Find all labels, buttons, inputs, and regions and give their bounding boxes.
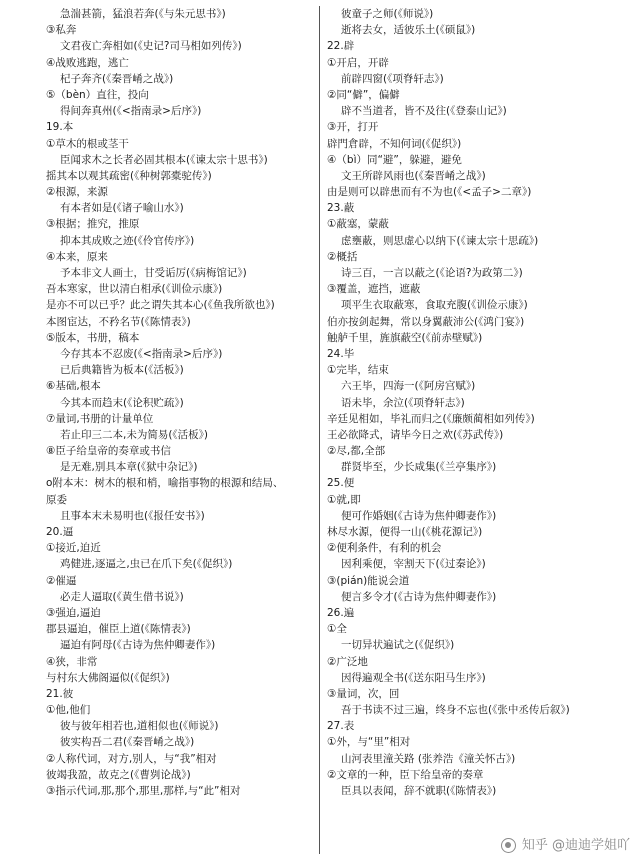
column-divider <box>319 6 320 854</box>
text-line: 25.便 <box>327 477 355 490</box>
text-line: ③指示代词,那,那个,那里,那样,与“此”相对 <box>46 785 241 797</box>
text-line: 辛廷见相如，毕礼而归之(《廉颇蔺相如列传》) <box>327 412 535 425</box>
text-line: 文君夜亡奔相如(《史记?司马相如列传》) <box>60 40 242 53</box>
text-line: 一切异状遍试之(《促织》) <box>341 639 455 652</box>
text-line: 22.辟 <box>327 40 355 53</box>
text-line: ②催逼 <box>46 574 77 587</box>
text-line: 辟門倉辟，不知何词(《促织》) <box>327 137 462 150</box>
text-line: ④本来，原来 <box>46 250 108 263</box>
text-line: 群贤毕至，少长咸集(《兰亭集序》) <box>341 461 497 474</box>
text-line: 语未毕，余泣(《项脊轩志》) <box>341 396 465 409</box>
text-line: 摇其本以观其疏密(《种树郭橐驼传》) <box>46 169 212 182</box>
text-line: ②根源，来源 <box>46 186 108 199</box>
text-line: ⑥基础,根本 <box>46 380 101 393</box>
text-line: 王必欲降式，请毕今日之欢(《苏武传》) <box>327 428 504 441</box>
text-line: 便可作婚姻(《古诗为焦仲卿妻作》) <box>341 509 497 522</box>
zhihu-logo-icon <box>501 838 516 853</box>
text-line: 便言多令才(《古诗为焦仲卿妻作》) <box>341 590 497 603</box>
text-line: ④狭，非常 <box>46 655 98 668</box>
text-line: 已后典籍皆为板本(《活板》) <box>60 364 184 377</box>
text-line: 19.本 <box>46 121 74 134</box>
text-line: ②概括 <box>327 250 358 263</box>
text-line: ③量词，次，回 <box>327 687 400 700</box>
text-line: 24.毕 <box>327 347 355 360</box>
text-line: 21.彼 <box>46 687 74 700</box>
text-line: 今其本而趋末(《论积贮疏》) <box>60 396 184 409</box>
text-line: 彼与彼年相若也,道相似也(《师说》) <box>60 720 219 733</box>
text-line: 前辟四窗(《项脊轩志》) <box>341 72 444 85</box>
text-line: 虑壅蔽，则思虚心以纳下(《谏太宗十思疏》) <box>341 234 539 247</box>
text-line: 20.逼 <box>46 526 74 538</box>
text-line: 鸡健进,逐逼之,虫已在爪下矣(《促织》) <box>60 558 233 571</box>
text-line: 本图宦达，不矜名节(《陈情表》) <box>46 315 191 328</box>
text-line: 郡县逼迫，催臣上道(《陈情表》) <box>46 623 191 636</box>
text-line: ①他,他们 <box>46 704 91 717</box>
text-line: 是亦不可以已乎？此之谓失其本心(《鱼我所欲也》) <box>46 299 275 312</box>
text-line: ⑧臣子给皇帝的奏章或书信 <box>46 445 171 458</box>
watermark-text: 知乎 @迪迪学姐吖 <box>521 837 630 853</box>
text-line: 山河表里潼关路 (张养浩《潼关怀古》) <box>341 752 516 765</box>
text-line: 辟不当道者，皆不及往(《登泰山记》) <box>341 105 507 118</box>
text-line: 林尽水源，便得一山(《桃花源记》) <box>327 526 483 538</box>
text-line: 与村东大佛阁逼似(《促织》) <box>46 671 170 684</box>
text-line: ③强迫,逼迫 <box>46 606 101 619</box>
text-line: 原委 <box>46 493 67 506</box>
text-line: 因得遍观全书(《送东阳马生序》) <box>341 671 486 684</box>
text-line: 伯亦按剑起舞，常以身翼蔽沛公(《鸿门宴》) <box>327 315 525 328</box>
watermark <box>501 838 630 854</box>
text-line: ②广泛地 <box>327 655 368 668</box>
text-line: 必走人逼取(《黄生借书说》) <box>60 590 184 603</box>
text-line: 27.表 <box>327 720 355 733</box>
text-line: 因利乘便，宰割天下(《过秦论》) <box>341 558 486 571</box>
text-line: 予本非文人画士，甘受诟厉(《病梅馆记》) <box>60 267 247 279</box>
text-line: ③根据；推究，推原 <box>46 218 140 231</box>
text-line: 触舻千里，旌旗蔽空(《前赤壁赋》) <box>327 331 483 344</box>
text-line: 逼迫有阿母(《古诗为焦仲卿妻作》) <box>60 639 216 652</box>
text-line: 彼竭我盈，故克之(《曹刿论战》) <box>46 768 191 781</box>
text-line: 有本者如是(《诸子喻山水》) <box>60 202 184 215</box>
text-line: 六王毕，四海一(《阿房宫赋》) <box>341 380 476 393</box>
text-line: 彼童子之师(《师说》) <box>341 8 434 20</box>
text-line: ③私奔 <box>46 24 77 37</box>
text-line: ①接近,迫近 <box>46 542 101 555</box>
text-line: 得间奔真州(《<指南录>后序》) <box>60 105 202 118</box>
text-line: 吾本寒家，世以清白相承(《训俭示康》) <box>46 283 223 296</box>
text-line: ①蔽塞，蒙蔽 <box>327 218 389 231</box>
text-line: ③开，打开 <box>327 121 379 134</box>
text-line: ⑤版本，书册，稿本 <box>46 331 140 344</box>
text-line: 26.遍 <box>327 606 355 619</box>
text-line: ②人称代词，对方,别人，与“我”相对 <box>46 752 217 765</box>
text-line: 臣具以表闻，辞不就职(《陈情表》) <box>341 785 497 797</box>
text-line: ①草木的根或茎干 <box>46 137 129 150</box>
text-line: 吾于书读不过三遍，终身不忘也(《张中丞传后叙》) <box>341 704 570 717</box>
text-line: ①外，与“里”相对 <box>327 736 411 749</box>
text-line: ②尽,都,全部 <box>327 445 386 458</box>
text-line: ①完毕，结束 <box>327 364 389 377</box>
text-line: ①开启，开辟 <box>327 56 389 69</box>
text-line: ③覆盖，遮挡，遮蔽 <box>327 283 421 296</box>
text-line: ⑤（bèn）直往，投向 <box>46 88 149 101</box>
text-line: 逝将去女，适彼乐土(《硕鼠》) <box>341 24 476 37</box>
text-line: 由是则可以辟患而有不为也(《<孟子>二章》) <box>327 186 532 199</box>
text-line: 是无难,别具本章(《狱中杂记》) <box>60 461 198 474</box>
left-column <box>46 6 314 799</box>
text-line: 今存其本不忍废(《<指南录>后序》) <box>60 347 223 360</box>
text-line: 若止印三二本,未为简易(《活板》) <box>60 428 209 441</box>
text-line: 彼实构吾二君(《秦晋崤之战》) <box>60 736 195 749</box>
text-line: ②文章的一种，臣下给皇帝的奏章 <box>327 768 484 781</box>
text-line: o附本末：树木的根和梢，喻指事物的根源和结局、 <box>46 477 284 490</box>
text-line: ④战败逃跑，逃亡 <box>46 56 129 69</box>
right-column <box>327 6 623 799</box>
text-line: 抑本其成败之迹(《伶官传序》) <box>60 234 195 247</box>
text-line: 且事本末未易明也(《报任安书》) <box>60 509 205 522</box>
text-line: 急湍甚箭，猛浪若奔(《与朱元思书》) <box>60 8 226 20</box>
text-line: 23.蔽 <box>327 202 355 215</box>
text-line: ④（bì）同“避”，躲避，避免 <box>327 153 462 166</box>
text-line: ③(pián)能说会道 <box>327 574 410 587</box>
text-line: 臣闻求木之长者必固其根本(《谏太宗十思书》) <box>60 153 268 166</box>
text-line: ①就,即 <box>327 493 361 506</box>
text-line: ①全 <box>327 623 347 636</box>
text-line: 项平生衣取蔽寒，食取充腹(《训俭示康》) <box>341 299 528 312</box>
text-line: 文王所辟风雨也(《秦晋崤之战》) <box>341 169 486 182</box>
text-line: ⑦量词,书册的计量单位 <box>46 412 154 425</box>
text-line: 诗三百，一言以蔽之(《论语?为政第二》) <box>341 267 523 279</box>
text-line: ②同“僻”，偏僻 <box>327 88 400 101</box>
text-line: 杞子奔齐(《秦晋崤之战》) <box>60 72 174 85</box>
text-line: ②便利条件，有利的机会 <box>327 542 442 555</box>
